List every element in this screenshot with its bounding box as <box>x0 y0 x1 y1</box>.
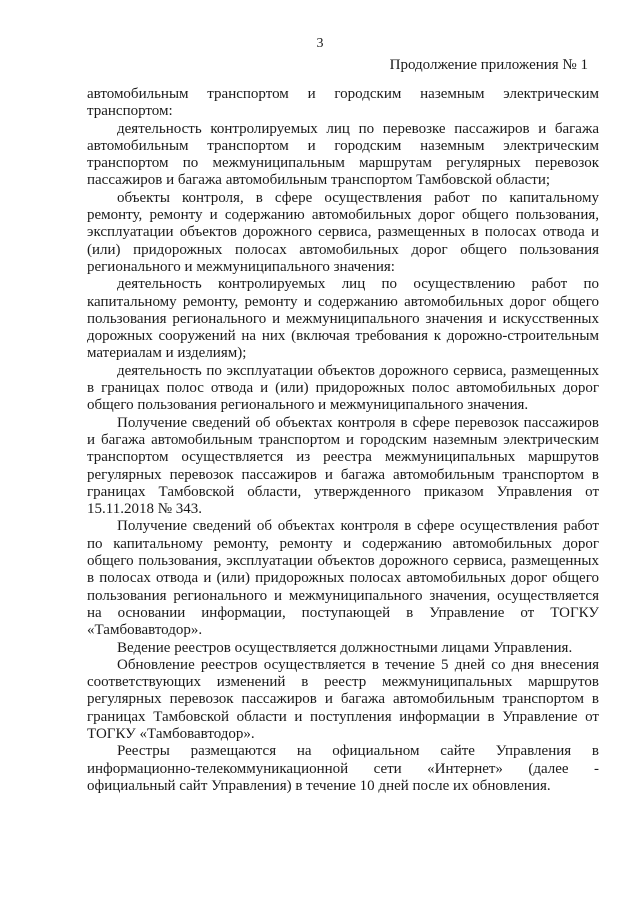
paragraph-road-register-source: Получение сведений об объектах контроля в сфере осуществления работ по капитальному ремонту, ремонту и содержанию автомобильных дорог общего пользования, эксплуатации объектов дорожного сервиса, размещенных в полосах отвода и (или) придорожных полосах автомобильных дорог общего пользования регионального и межмуниципального значения, осуществляется на основании информации, поступающей в Управление от ТОГКУ «Тамбовавтодор». <box>87 518 599 639</box>
paragraph-register-update: Обновление реестров осуществляется в течение 5 дней со дня внесения соответствующих изменений в реестр межмуниципальных маршрутов регулярных перевозок пассажиров и багажа автомобильным транспортом в границах Тамбовской области и поступления информации в Управление от ТОГКУ «Тамбовавтодор». <box>87 656 599 742</box>
paragraph-register-maintenance: Ведение реестров осуществляется должностными лицами Управления. <box>117 639 573 656</box>
paragraph-transport-register-source: Получение сведений об объектах контроля в сфере перевозок пассажиров и багажа автомобильным транспортом и городским наземным электрическим транспортом осуществляется из реестра межмуниципальных маршрутов регулярных перевозок пассажиров и багажа автомобильным транспортом в границах Тамбовской области, утвержденного приказом Управления от 15.11.2018 № 343. <box>87 414 599 518</box>
page-number: 3 <box>316 36 324 51</box>
paragraph-road-works-objects: объекты контроля, в сфере осуществления работ по капитальному ремонту, ремонту и содержанию автомобильных дорог общего пользования, эксплуатации объектов дорожного сервиса, размещенных в полосах отвода и (или) придорожных полосах автомобильных дорог общего пользования регионального и межмуниципального значения: <box>87 189 599 275</box>
paragraph-passenger-transport-activity: деятельность контролируемых лиц по перевозке пассажиров и багажа автомобильным транспортом и городским наземным электрическим транспортом по межмуниципальным маршрутам регулярных перевозок пассажиров и багажа автомобильным транспортом Тамбовской области; <box>87 120 599 189</box>
appendix-continuation-note: Продолжение приложения № 1 <box>389 57 588 73</box>
document-body <box>87 86 599 795</box>
paragraph-register-publication: Реестры размещаются на официальном сайте Управления в информационно-телекоммуникационной сети «Интернет» (далее - официальный сайт Управления) в течение 10 дней после их обновления. <box>87 743 599 794</box>
paragraph-road-repair-activity: деятельность контролируемых лиц по осуществлению работ по капитальному ремонту, ремонту и содержанию автомобильных дорог общего пользования регионального и межмуниципального значения и искусственных дорожных сооружений на них (включая требования к дорожно-строительным материалам и изделиям); <box>87 276 599 362</box>
paragraph-transport-continuation: автомобильным транспортом и городским наземным электрическим транспортом: <box>87 86 599 120</box>
paragraph-road-service-activity: деятельность по эксплуатации объектов дорожного сервиса, размещенных в границах полос отвода и (или) придорожных полос автомобильных дорог общего пользования регионального и межмуниципального значения. <box>87 362 599 414</box>
